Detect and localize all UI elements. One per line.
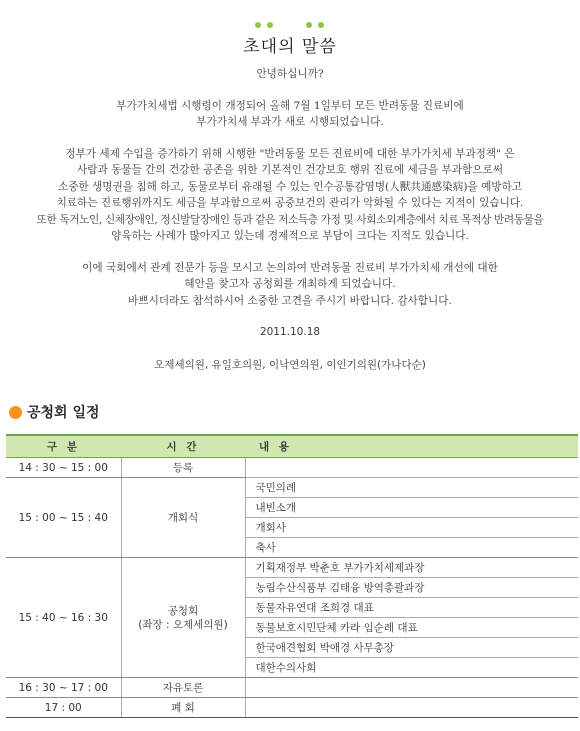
text-line: 또한 독거노인, 신체장애인, 정신발달장애인 등과 같은 저소득층 가정 및 사회소외계층에서 치료 목적상 반려동물을 [36, 213, 544, 226]
session-name: 공청회 [167, 604, 199, 617]
content-cell: 개회사 [245, 518, 578, 538]
decoration-dot [318, 22, 324, 28]
time-cell: 17 : 00 [6, 698, 121, 718]
content-cell: 농림수산식품부 김태융 방역총괄과장 [245, 578, 578, 598]
content-cell [245, 698, 578, 718]
text-line: 치료하는 진료행위까지도 세금을 부과함으로써 공중보건의 관리가 악화될 수 있다는 지적이 있습니다. [56, 197, 524, 209]
content-cell: 동물자유연대 조희경 대표 [245, 598, 578, 618]
decoration-dot [255, 22, 261, 28]
session-cell: 등록 [121, 458, 245, 478]
greeting: 안녕하십니까? [256, 68, 324, 80]
text-line: 바쁘시더라도 참석하시어 소중한 고견을 주시기 바랍니다. 감사합니다. [128, 294, 452, 307]
time-cell: 16 : 30 ~ 17 : 00 [6, 678, 121, 698]
letter-signers: 오제세의원, 유일호의원, 이낙연의원, 이인기의원(가나다순) [154, 358, 426, 371]
bullet-icon [9, 406, 22, 419]
invitation-letter [0, 66, 580, 388]
text-line: 이에 국회에서 관계 전문가 등을 모시고 논의하여 반려동물 진료비 부가가치세 개선에 대한 [82, 261, 498, 274]
session-cell [121, 558, 245, 678]
content-cell: 내빈소개 [245, 498, 578, 518]
content-cell: 국민의례 [245, 478, 578, 498]
table-row [6, 558, 578, 578]
text-line: 부가가치세법 시행령이 개정되어 올해 7월 1일부터 모든 반려동물 진료비에 [116, 99, 464, 112]
paragraph-3 [0, 260, 580, 310]
time-cell: 14 : 30 ~ 15 : 00 [6, 458, 121, 478]
content-cell: 기획재정부 박춘호 부가가치세제과장 [245, 558, 578, 578]
column-header-session: 시 간 [121, 435, 245, 458]
content-cell: 한국애견협회 박애경 사무총장 [245, 638, 578, 658]
session-cell: 개회식 [121, 478, 245, 558]
page-title: 초대의 말씀 [243, 37, 337, 57]
column-header-content: 내 용 [245, 435, 578, 458]
schedule-table [6, 434, 578, 718]
text-line: 혜안을 찾고자 공청회를 개최하게 되었습니다. [184, 278, 396, 290]
text-line: 양육하는 사례가 많아지고 있는데 경제적으로 부담이 크다는 지적도 있습니다. [111, 230, 469, 242]
content-cell [245, 678, 578, 698]
text-line: 부가가치세 부과가 새로 시행되었습니다. [196, 116, 384, 128]
session-cell: 폐 회 [121, 698, 245, 718]
text-line: 정부가 세제 수입을 증가하기 위해 시행한 "반려동물 모든 진료비에 대한 부가가치세 부과정책" 은 [65, 147, 515, 160]
table-row [6, 458, 578, 478]
table-row [6, 698, 578, 718]
content-cell: 동물보호시민단체 카라 임순례 대표 [245, 618, 578, 638]
section-title: 공청회 일정 [27, 405, 100, 421]
table-row [6, 478, 578, 498]
content-cell: 대한수의사회 [245, 658, 578, 678]
session-chair: (좌장 : 오제세의원) [138, 618, 228, 631]
table-row [6, 678, 578, 698]
title-decoration [0, 22, 580, 30]
content-cell [245, 458, 578, 478]
text-line: 사람과 동물들 간의 건강한 공존을 위한 기본적인 건강보호 행위 진료에 세금을 부과함으로써 [77, 164, 503, 176]
column-header-time: 구 분 [6, 435, 121, 458]
schedule-heading [9, 403, 100, 421]
letter-date: 2011.10.18 [259, 326, 321, 338]
content-cell: 축사 [245, 538, 578, 558]
table-header-row [6, 435, 578, 458]
time-cell: 15 : 40 ~ 16 : 30 [6, 558, 121, 678]
text-line: 소중한 생명권을 침해 하고, 동물로부터 유래될 수 있는 인수공통감염병(人獸共通感染病)을 예방하고 [57, 180, 523, 193]
session-cell: 자유토론 [121, 678, 245, 698]
paragraph-2 [0, 146, 580, 245]
time-cell: 15 : 00 ~ 15 : 40 [6, 478, 121, 558]
decoration-dot [267, 22, 273, 28]
decoration-dot [306, 22, 312, 28]
paragraph-1 [0, 98, 580, 131]
